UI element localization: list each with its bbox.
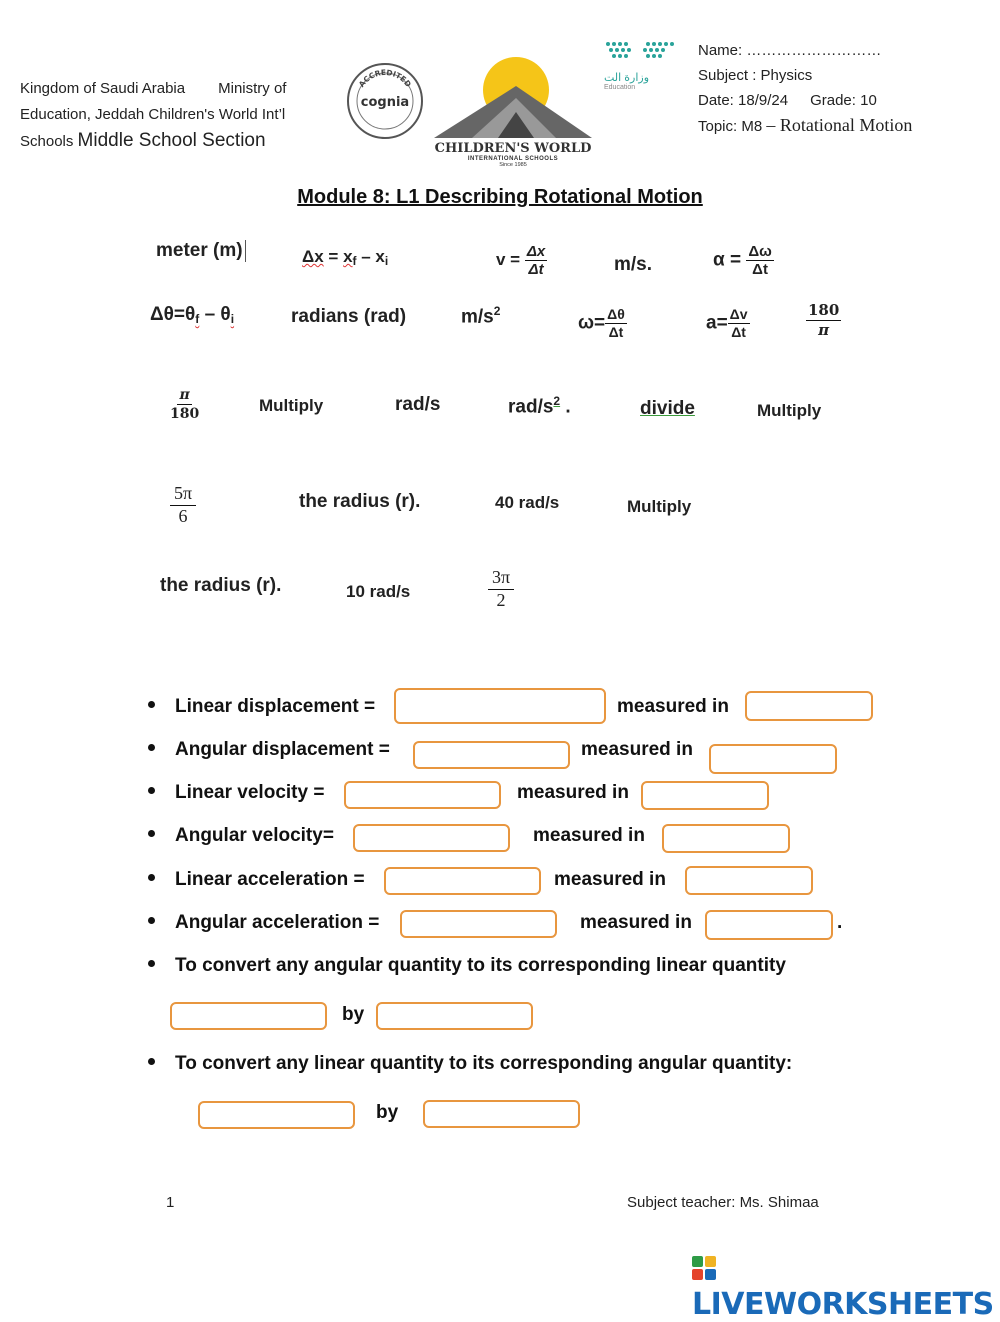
tile-pi-over-180[interactable]: $\frac{\pi}{180}$ <box>170 387 200 422</box>
school-line-2: Education, Jeddah Children's World Int’l <box>20 106 286 123</box>
tile-radius-1[interactable]: the radius (r). <box>299 491 421 512</box>
question-linear-velocity: Linear velocity = <box>148 782 324 804</box>
ministry-logo <box>604 38 684 91</box>
end-period: . <box>837 912 843 933</box>
measured-in-label: measured in <box>533 825 645 846</box>
page-title: Module 8: L1 Describing Rotational Motion <box>297 186 703 208</box>
date-grade-line: Date: 18/9/24 Grade: 10 <box>698 92 877 109</box>
cognia-badge <box>346 62 424 145</box>
bullet <box>148 960 155 967</box>
mountain-sun-logo-icon <box>432 54 594 138</box>
liveworksheets-logo-icon <box>692 1256 716 1280</box>
by-label: by <box>376 1102 399 1123</box>
answer-box-convert-angular-factor[interactable] <box>376 1002 533 1030</box>
tile-180-over-pi[interactable]: $\frac{180}{\pi}$ <box>808 301 840 339</box>
question-angular-acceleration: Angular acceleration = <box>148 912 379 934</box>
tile-angular-acceleration-formula[interactable]: α = $\frac{\Delta\omega}{\Delta t}$ <box>713 243 772 278</box>
bullet <box>148 917 155 924</box>
bullet <box>148 701 155 708</box>
bullet <box>148 744 155 751</box>
question-convert-angular-to-linear: To convert any angular quantity to its corresponding linear quantity <box>148 955 786 977</box>
question-angular-velocity: Angular velocity= <box>148 825 334 847</box>
answer-box-linear-velocity-formula[interactable] <box>344 781 501 809</box>
tile-5pi-over-6[interactable]: $\frac{5\pi}{6}$ <box>170 483 196 526</box>
name-line: Name: ……………………… <box>698 42 882 59</box>
cognia-seal-icon <box>346 62 424 140</box>
topic-line: Topic: M8 – Rotational Motion <box>698 115 913 135</box>
answer-box-linear-acceleration-unit[interactable] <box>685 866 813 895</box>
tile-ms[interactable]: m/s. <box>614 254 653 275</box>
subject-line: Subject : Physics <box>698 67 813 84</box>
tile-multiply-3[interactable]: Multiply <box>627 497 692 516</box>
school-line-3: Schools Middle School Section <box>20 130 266 151</box>
measured-in-label: measured in <box>581 739 693 760</box>
tile-rads[interactable]: rad/s <box>395 394 441 415</box>
tile-rads2[interactable]: rad/$s^2$ . <box>508 394 571 418</box>
bullet <box>148 874 155 881</box>
ministry-english: Education <box>604 84 636 91</box>
answer-box-linear-acceleration-formula[interactable] <box>384 867 541 895</box>
tile-meter[interactable]: meter (m) <box>156 240 246 262</box>
tile-angular-displacement-formula[interactable]: $\Delta\theta=\theta_f - \theta_i$ <box>150 304 235 326</box>
answer-box-angular-displacement-unit[interactable] <box>709 744 837 774</box>
answer-box-convert-linear-factor[interactable] <box>423 1100 580 1128</box>
question-linear-acceleration: Linear acceleration = <box>148 869 365 891</box>
bullet <box>148 1058 155 1065</box>
logo-subtitle: INTERNATIONAL SCHOOLS <box>467 156 559 162</box>
tile-40-rads[interactable]: 40 rad/s <box>495 493 560 512</box>
bullet <box>148 787 155 794</box>
answer-box-angular-velocity-formula[interactable] <box>353 824 510 852</box>
tile-multiply-1[interactable]: Multiply <box>259 396 324 415</box>
answer-box-convert-linear-operation[interactable] <box>198 1101 355 1129</box>
bullet <box>148 830 155 837</box>
tile-10-rads[interactable]: 10 rad/s <box>346 582 411 601</box>
answer-box-linear-velocity-unit[interactable] <box>641 781 769 810</box>
answer-box-angular-displacement-formula[interactable] <box>413 741 570 769</box>
tile-divide[interactable]: divide <box>640 398 695 419</box>
answer-box-linear-displacement-formula[interactable] <box>394 688 606 724</box>
header-info <box>698 38 912 139</box>
ministry-dots-icon <box>604 38 680 64</box>
measured-in-label: measured in <box>517 782 629 803</box>
page-number: 1 <box>166 1194 175 1211</box>
answer-box-linear-displacement-unit[interactable] <box>745 691 873 721</box>
school-info <box>20 76 320 155</box>
measured-in-label: measured in <box>617 696 729 717</box>
tile-3pi-over-2[interactable]: $\frac{3\pi}{2}$ <box>488 567 514 610</box>
subject-teacher: Subject teacher: Ms. Shimaa <box>627 1194 819 1211</box>
ministry-arabic: وزارة الت <box>604 72 650 84</box>
tile-radius-2[interactable]: the radius (r). <box>160 575 282 596</box>
tile-radians[interactable]: radians (rad) <box>291 306 407 327</box>
measured-in-label: measured in <box>554 869 666 890</box>
tile-angular-velocity-formula[interactable]: ω= $\frac{\Delta\theta}{\Delta t}$ <box>578 306 625 340</box>
accredited-text: ACCREDITED <box>356 67 414 89</box>
tile-multiply-2[interactable]: Multiply <box>757 401 822 420</box>
tile-ms2[interactable]: $m/s^2$ <box>461 304 501 328</box>
question-angular-displacement: Angular displacement = <box>148 739 390 761</box>
measured-in-label: measured in <box>580 912 692 933</box>
logo-since: Since 1985 <box>499 162 527 168</box>
school-line-1: Kingdom of Saudi Arabia Ministry of <box>20 80 287 97</box>
logo-title: CHILDREN'S WORLD <box>434 141 592 156</box>
answer-box-convert-angular-operation[interactable] <box>170 1002 327 1030</box>
answer-box-angular-acceleration-formula[interactable] <box>400 910 557 938</box>
by-label: by <box>342 1004 365 1025</box>
tile-linear-displacement-formula[interactable]: $\Delta x = x_f - x_i$ <box>302 247 389 268</box>
answer-box-angular-acceleration-unit[interactable] <box>705 910 833 940</box>
cognia-text: cognia <box>360 95 410 110</box>
school-logo <box>432 54 594 168</box>
question-convert-linear-to-angular: To convert any linear quantity to its corresponding angular quantity: <box>148 1053 792 1075</box>
tile-linear-acceleration-formula[interactable]: a= $\frac{\Delta v}{\Delta t}$ <box>706 306 748 340</box>
answer-box-angular-velocity-unit[interactable] <box>662 824 790 853</box>
question-linear-displacement: Linear displacement = <box>148 696 375 718</box>
tile-linear-velocity-formula[interactable]: v = $\frac{\Delta x}{\Delta t}$ <box>496 243 546 278</box>
liveworksheets-brand[interactable]: LIVEWORKSHEETS <box>692 1252 1000 1322</box>
